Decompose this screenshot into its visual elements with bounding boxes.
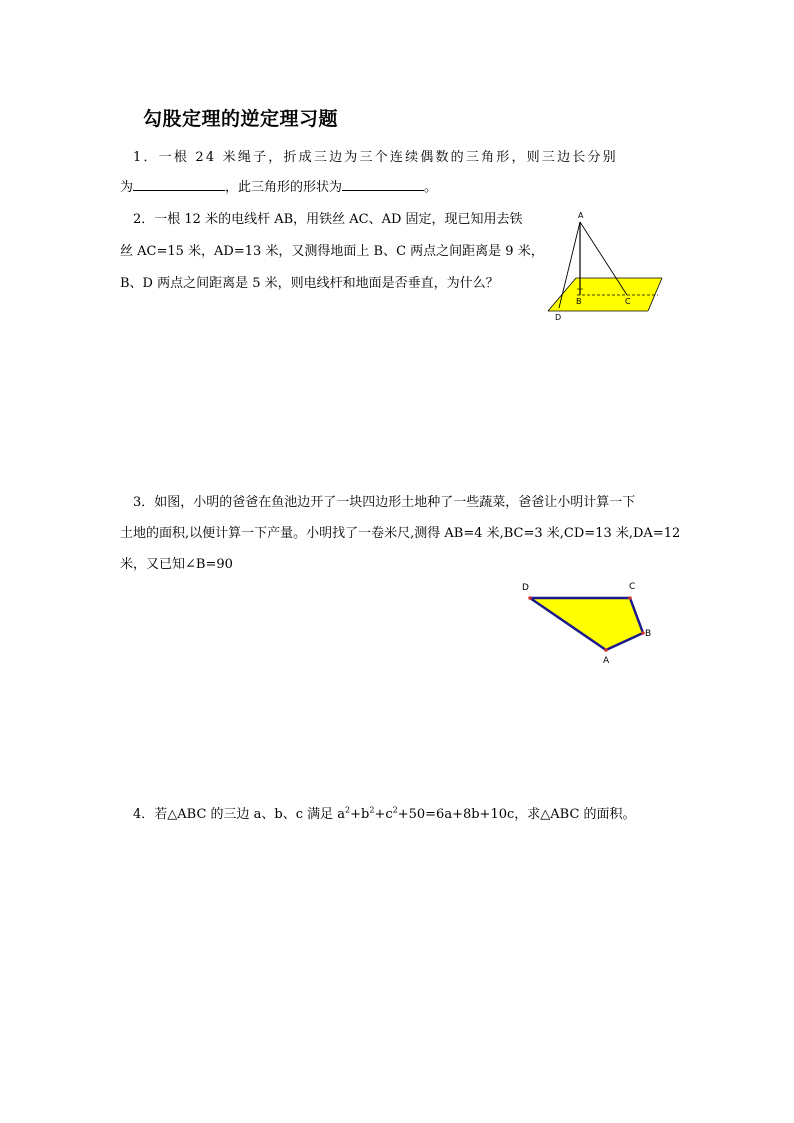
- q1-text-c: 。: [424, 180, 438, 195]
- q2-label-c: C: [625, 297, 631, 306]
- q3-line1: 3．如图，小明的爸爸在鱼池边开了一块四边形土地种了一些蔬菜，爸爸让小明计算一下: [133, 495, 636, 510]
- q3-label-b: B: [645, 629, 652, 639]
- q2-label-d: D: [555, 313, 562, 322]
- q2-label-b: B: [576, 297, 582, 306]
- q1-blank-sides[interactable]: [133, 177, 225, 191]
- q4-line: [133, 803, 636, 822]
- q1-line2: [120, 176, 437, 195]
- q3-line3: 米，又已知∠B=90: [120, 557, 233, 572]
- q3-vertex-c: [628, 596, 632, 600]
- q4-sup-c: 2: [392, 805, 398, 815]
- q2-line2: 丝 AC=15 米，AD=13 米，又测得地面上 B、C 两点之间距离是 9 米，: [120, 244, 544, 259]
- q1-text-a: 为: [120, 180, 134, 195]
- q3-label-d: D: [522, 583, 529, 593]
- q4-sup-b: 2: [369, 805, 375, 815]
- q1-line1: 1．一根 24 米绳子，折成三边为三个连续偶数的三角形，则三边长分别: [133, 150, 618, 165]
- q4-prefix: 4．若△ABC 的三边 a、b、c 满足 a: [133, 807, 346, 822]
- q3-vertex-a: [604, 648, 608, 652]
- q3-label-a: A: [603, 656, 610, 666]
- q4-mid2: +c: [374, 807, 393, 822]
- q1-blank-shape[interactable]: [342, 177, 424, 191]
- q4-suffix: +50=6a+8b+10c，求△ABC 的面积。: [397, 807, 636, 822]
- q3-figure-quadrilateral: [515, 578, 660, 673]
- q3-vertex-d: [528, 596, 532, 600]
- q1-text-b: ，此三角形的形状为: [225, 180, 343, 195]
- q4-sup-a: 2: [345, 805, 351, 815]
- page-title: 勾股定理的逆定理习题: [143, 108, 339, 130]
- q4-mid1: +b: [350, 807, 370, 822]
- q2-line3: B、D 两点之间距离是 5 米，则电线杆和地面是否垂直，为什么？: [120, 276, 499, 291]
- q3-land-plot: [530, 598, 643, 650]
- q3-line2: 土地的面积,以便计算一下产量。小明找了一卷米尺,测得 AB=4 米,BC=3 米,CD=13 米,DA=12: [120, 526, 681, 541]
- q2-figure-pole: [540, 208, 670, 324]
- q2-label-a: A: [578, 211, 584, 220]
- q2-line1: 2．一根 12 米的电线杆 AB，用铁丝 AC、AD 固定，现已知用去铁: [133, 212, 523, 227]
- q3-label-c: C: [629, 582, 636, 592]
